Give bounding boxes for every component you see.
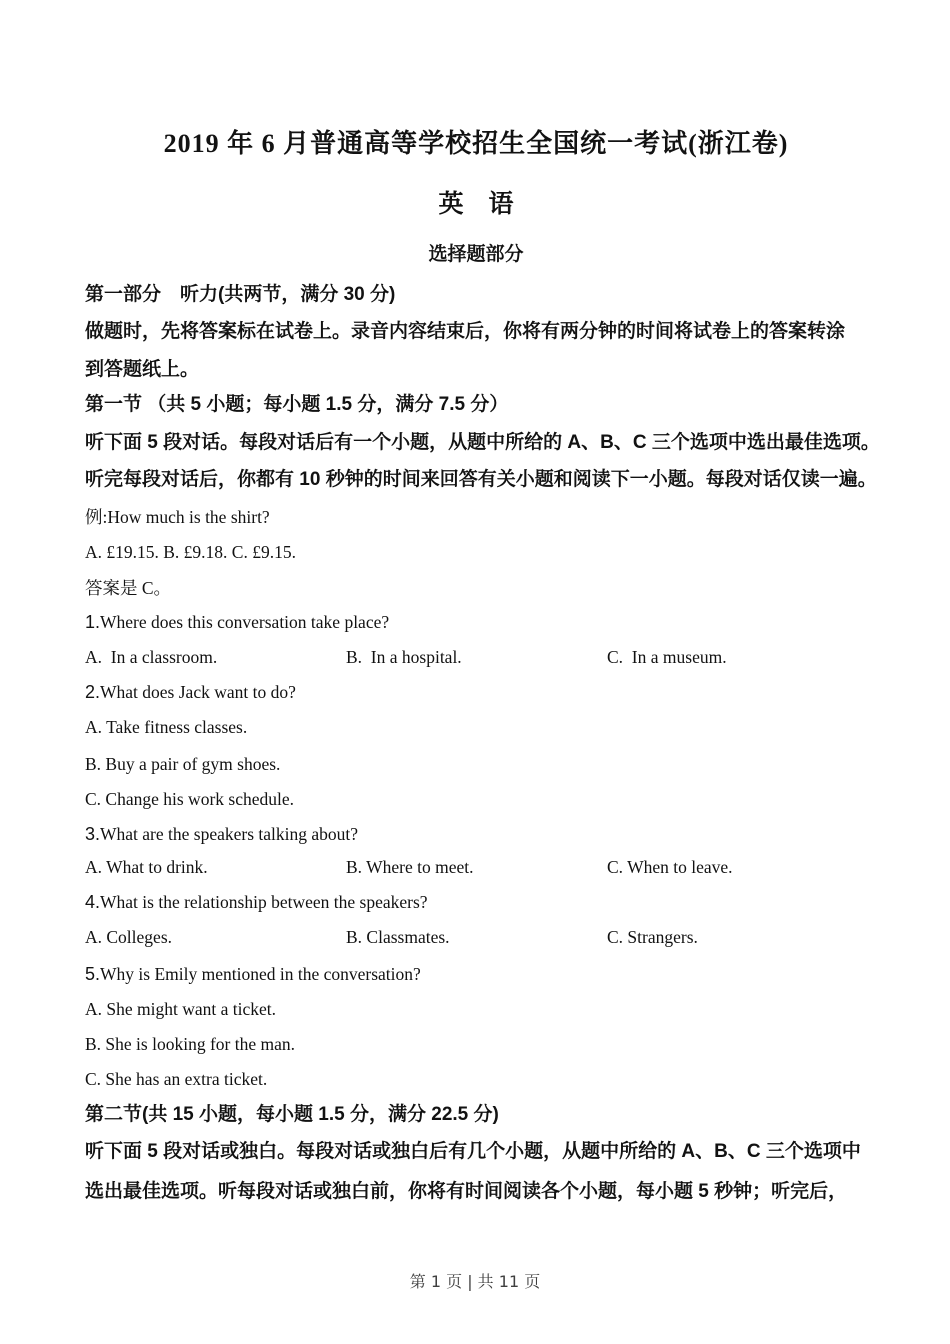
question-1	[85, 611, 867, 633]
question-3-option-b: B. Where to meet.	[346, 857, 474, 877]
question-1-text: Where does this conversation take place?	[100, 612, 390, 632]
page-number-indicator: 第 1 页 | 共 11 页	[409, 1272, 541, 1291]
exam-title: 2019 年 6 月普通高等学校招生全国统一考试(浙江卷)	[163, 129, 789, 158]
question-2-number: 2.	[85, 682, 101, 702]
answer-section-label: 选择题部分	[428, 244, 524, 265]
part-one-note-line-2: 到答题纸上。	[85, 359, 200, 380]
question-5	[85, 963, 867, 985]
subject-title: 英 语	[438, 191, 514, 218]
question-5-number: 5.	[85, 964, 101, 984]
example-options-line: A. £19.15. B. £9.18. C. £9.15.	[85, 542, 296, 562]
question-4-option-a: A. Colleges.	[85, 927, 173, 947]
question-3-option-a: A. What to drink.	[85, 857, 208, 877]
question-5-option-c: C. She has an extra ticket.	[85, 1069, 268, 1089]
question-4-number: 4.	[85, 892, 101, 912]
question-4-text: What is the relationship between the speakers?	[100, 892, 428, 912]
section-one-instruction-line-2: 听完每段对话后，你都有 10 秒钟的时间来回答有关小题和阅读下一小题。每段对话仅读一遍。	[85, 469, 877, 490]
question-2-option-c: C. Change his work schedule.	[85, 789, 294, 809]
document-content	[85, 0, 880, 1204]
question-4-option-c: C. Strangers.	[607, 927, 698, 947]
section-two-instruction-line-2: 选出最佳选项。听每段对话或独白前，你将有时间阅读各个小题，每小题 5 秒钟；听完后，	[85, 1181, 848, 1202]
section-two-instruction-line-1: 听下面 5 段对话或独白。每段对话或独白后有几个小题，从题中所给的 A、B、C 三个选项中	[85, 1141, 861, 1162]
question-3-options-row	[85, 856, 867, 878]
section-one-instruction-line-1: 听下面 5 段对话。每段对话后有一个小题，从题中所给的 A、B、C 三个选项中选出最佳选项。	[85, 432, 880, 453]
question-3	[85, 823, 867, 845]
question-1-option-a: A. In a classroom.	[85, 647, 218, 667]
question-1-option-b: B. In a hospital.	[346, 647, 462, 667]
question-1-option-c: C. In a museum.	[607, 647, 727, 667]
question-5-text: Why is Emily mentioned in the conversation?	[100, 964, 421, 984]
question-3-option-c: C. When to leave.	[607, 857, 733, 877]
question-5-option-a: A. She might want a ticket.	[85, 999, 277, 1019]
question-2	[85, 681, 867, 703]
section-one-heading: 第一节 （共 5 小题；每小题 1.5 分，满分 7.5 分）	[85, 394, 509, 415]
question-3-text: What are the speakers talking about?	[100, 824, 359, 844]
example-prompt: 例:How much is the shirt?	[85, 507, 270, 527]
question-1-number: 1.	[85, 612, 101, 632]
example-answer: 答案是 C。	[85, 578, 172, 598]
question-1-options-row	[85, 646, 867, 668]
section-two-heading: 第二节(共 15 小题，每小题 1.5 分，满分 22.5 分)	[85, 1104, 499, 1125]
question-2-option-b: B. Buy a pair of gym shoes.	[85, 754, 281, 774]
question-2-option-a: A. Take fitness classes.	[85, 717, 248, 737]
question-3-number: 3.	[85, 824, 101, 844]
part-one-heading: 第一部分 听力(共两节，满分 30 分)	[85, 284, 396, 305]
question-4	[85, 891, 867, 913]
question-2-text: What does Jack want to do?	[100, 682, 296, 702]
question-4-option-b: B. Classmates.	[346, 927, 450, 947]
part-one-note-line-1: 做题时，先将答案标在试卷上。录音内容结束后，你将有两分钟的时间将试卷上的答案转涂	[85, 321, 846, 342]
question-4-options-row	[85, 926, 867, 948]
question-5-option-b: B. She is looking for the man.	[85, 1034, 295, 1054]
